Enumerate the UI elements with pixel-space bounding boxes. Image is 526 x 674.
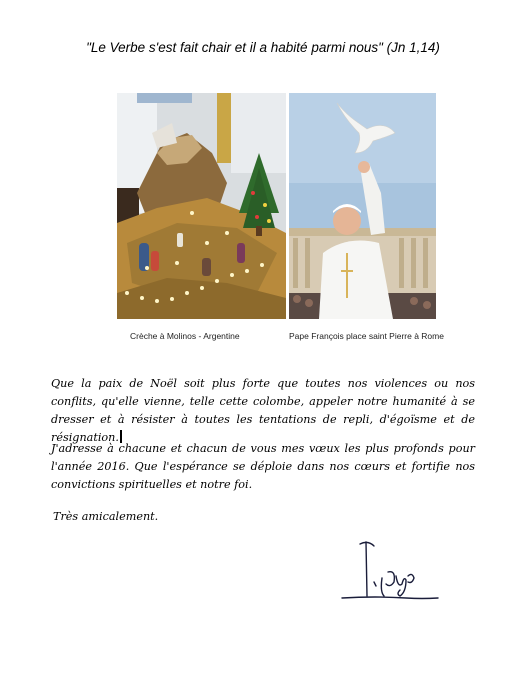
signature [336,536,446,616]
document-title: "Le Verbe s'est fait chair et il a habité parmi nous" (Jn 1,14) [86,40,440,55]
caption-creche: Crèche à Molinos - Argentine [130,331,240,341]
creche-photo [117,93,286,319]
caption-pope: Pape François place saint Pierre à Rome [289,331,444,341]
paragraph-peace [51,375,475,447]
paragraph-peace-text: Que la paix de Noël soit plus forte que toutes nos violences ou nos conflits, qu'elle vienne, telle cette colombe, appeler notre humanité à se dresser et à résister à toutes les tentations de repli, d'égoïsme et de résignation. [51,377,475,444]
creche-image [117,93,286,319]
paragraph-wishes: J'adresse à chacune et chacun de vous mes vœux les plus profonds pour l'année 2016. Que l'espérance se déploie dans nos cœurs et fortifie nos convictions spirituelles et notre foi. [51,442,475,491]
closing-line: Très amicalement. [53,510,159,523]
pope-image [289,93,436,319]
pope-photo [289,93,436,319]
